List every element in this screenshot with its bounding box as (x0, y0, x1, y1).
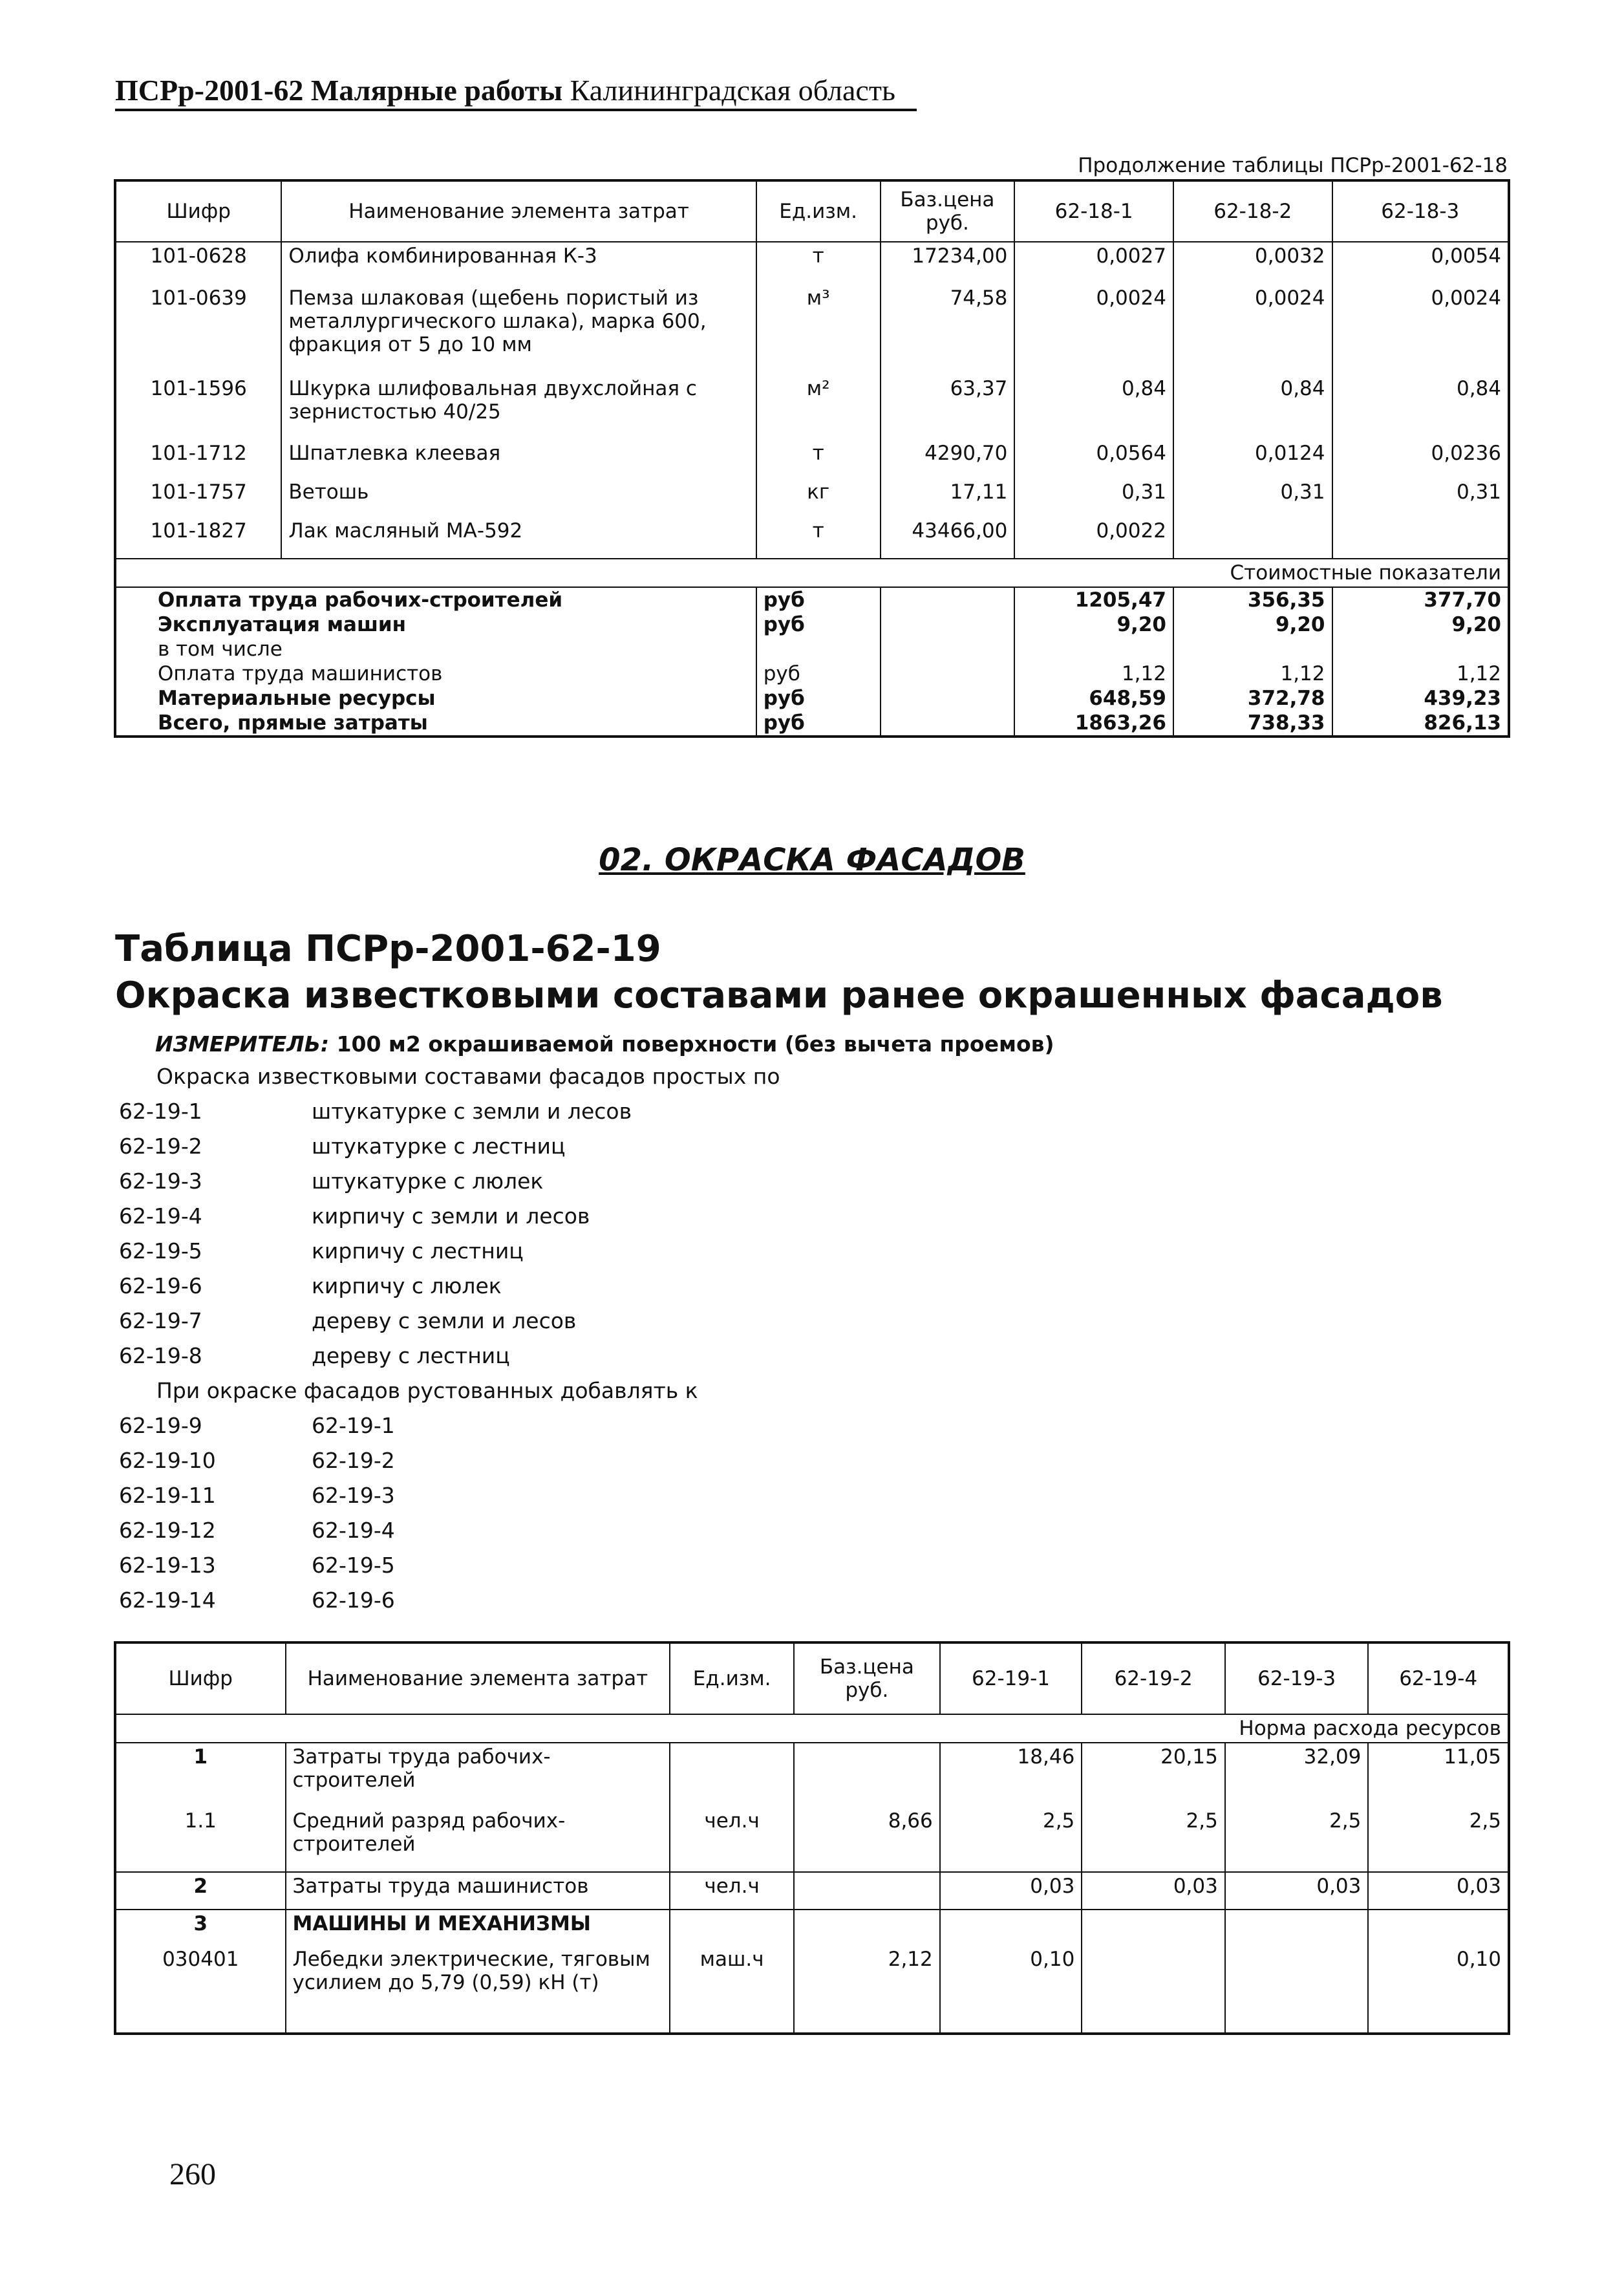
total-label: Оплата труда машинистов (115, 662, 756, 686)
total-label: Эксплуатация машин (115, 612, 756, 637)
total-value: 377,70 (1332, 587, 1509, 612)
code-cell: 3 (115, 1910, 286, 1946)
table-row (115, 1807, 1509, 1872)
value-cell: 0,0027 (1014, 242, 1173, 285)
table-title-number: Таблица ПСРр-2001-62-19 (115, 928, 661, 970)
value-cell: 0,31 (1014, 479, 1173, 517)
measure-label: ИЗМЕРИТЕЛЬ: (155, 1031, 330, 1057)
total-value: 1863,26 (1014, 711, 1173, 737)
total-unit (756, 637, 881, 662)
table-row (115, 479, 1509, 517)
list-item-text: кирпичу с земли и лесов (312, 1203, 590, 1229)
subheader-resource-norm: Норма расхода ресурсов (115, 1714, 1509, 1743)
list-item-code: 62-19-11 (119, 1483, 216, 1508)
name-cell: Затраты труда рабочих-строителей (286, 1743, 670, 1807)
value-cell: 20,15 (1082, 1743, 1225, 1807)
list-item-code: 62-19-5 (119, 1238, 202, 1264)
code-cell: 101-1712 (115, 440, 281, 479)
name-cell: Ветошь (281, 479, 756, 517)
total-value: 356,35 (1173, 587, 1332, 612)
value-cell (1082, 1910, 1225, 1946)
list-item-text: 62-19-4 (312, 1518, 395, 1543)
code-cell: 101-1827 (115, 517, 281, 559)
unit-cell: кг (756, 479, 881, 517)
list-item-code: 62-19-8 (119, 1343, 202, 1368)
total-value (1014, 637, 1173, 662)
table-row (115, 1872, 1509, 1910)
total-price (881, 612, 1015, 637)
continuation-note: Продолжение таблицы ПСРр-2001-62-18 (1078, 154, 1508, 177)
total-value: 9,20 (1173, 612, 1332, 637)
total-label: Оплата труда рабочих-строителей (115, 587, 756, 612)
name-cell: Пемза шлаковая (щебень пористый из металлургического шлака), марка 600, фракция от 5 до 10 мм (281, 285, 756, 375)
total-price (881, 686, 1015, 711)
table-row (115, 375, 1509, 440)
column-header: 62-19-2 (1082, 1642, 1225, 1714)
unit-cell: т (756, 242, 881, 285)
table-title (115, 926, 1443, 1019)
value-cell: 0,0032 (1173, 242, 1332, 285)
table-header-row (115, 180, 1509, 242)
value-cell: 2,5 (1225, 1807, 1369, 1872)
unit-cell: т (756, 517, 881, 559)
price-cell: 17,11 (881, 479, 1015, 517)
total-value: 648,59 (1014, 686, 1173, 711)
value-cell: 0,03 (940, 1872, 1082, 1910)
price-cell: 43466,00 (881, 517, 1015, 559)
unit-cell: чел.ч (670, 1872, 794, 1910)
value-cell: 0,0024 (1173, 285, 1332, 375)
value-cell (1082, 1946, 1225, 2034)
value-cell (1368, 1910, 1509, 1946)
total-value: 738,33 (1173, 711, 1332, 737)
subheader-row (115, 1714, 1509, 1743)
resource-table-62-19 (114, 1641, 1510, 2035)
name-cell: Олифа комбинированная К-3 (281, 242, 756, 285)
list-item-code: 62-19-2 (119, 1134, 202, 1159)
subheader-cost-indicators: Стоимостные показатели (115, 559, 1509, 587)
total-value: 826,13 (1332, 711, 1509, 737)
value-cell (1225, 1946, 1369, 2034)
list-item-code: 62-19-3 (119, 1168, 202, 1194)
code-cell: 2 (115, 1872, 286, 1910)
header-region: Калининградская область (570, 74, 895, 107)
list-item-code: 62-19-4 (119, 1203, 202, 1229)
value-cell: 0,84 (1014, 375, 1173, 440)
total-label: в том числе (115, 637, 756, 662)
total-price (881, 637, 1015, 662)
total-unit: руб (756, 662, 881, 686)
list-item-code: 62-19-1 (119, 1099, 202, 1124)
unit-cell: т (756, 440, 881, 479)
column-header: 62-18-3 (1332, 180, 1509, 242)
list-item-text: 62-19-6 (312, 1588, 395, 1613)
value-cell: 0,0024 (1014, 285, 1173, 375)
list-item-text: дереву с земли и лесов (312, 1308, 577, 1333)
table-row (115, 440, 1509, 479)
value-cell: 0,0564 (1014, 440, 1173, 479)
list-item-code: 62-19-14 (119, 1588, 216, 1613)
value-cell (940, 1910, 1082, 1946)
section-title: 02. ОКРАСКА ФАСАДОВ (599, 842, 1025, 878)
value-cell: 0,03 (1368, 1872, 1509, 1910)
value-cell: 2,5 (1082, 1807, 1225, 1872)
code-cell: 101-0628 (115, 242, 281, 285)
price-cell: 4290,70 (881, 440, 1015, 479)
column-header: 62-18-1 (1014, 180, 1173, 242)
price-cell (794, 1743, 940, 1807)
price-cell (794, 1910, 940, 1946)
list-item-text: 62-19-5 (312, 1553, 395, 1578)
name-cell: Средний разряд рабочих-строителей (286, 1807, 670, 1872)
code-cell: 1 (115, 1743, 286, 1807)
price-cell: 63,37 (881, 375, 1015, 440)
unit-cell: чел.ч (670, 1807, 794, 1872)
column-header: Баз.цена руб. (881, 180, 1015, 242)
column-header: 62-19-1 (940, 1642, 1082, 1714)
list-item-text: штукатурке с земли и лесов (312, 1099, 632, 1124)
code-cell: 101-1596 (115, 375, 281, 440)
total-value (1173, 637, 1332, 662)
total-unit: руб (756, 587, 881, 612)
column-header: Баз.цена руб. (794, 1642, 940, 1714)
value-cell: 0,03 (1082, 1872, 1225, 1910)
price-cell: 74,58 (881, 285, 1015, 375)
list-item-code: 62-19-6 (119, 1273, 202, 1298)
table-title-name: Окраска известковыми составами ранее окрашенных фасадов (115, 974, 1443, 1017)
name-cell: Шкурка шлифовальная двухслойная с зернистостью 40/25 (281, 375, 756, 440)
unit-cell: м³ (756, 285, 881, 375)
list-item-text: кирпичу с лестниц (312, 1238, 524, 1264)
list-item-text: 62-19-3 (312, 1483, 395, 1508)
unit-cell (670, 1910, 794, 1946)
column-header: Ед.изм. (756, 180, 881, 242)
subheader-row (115, 559, 1509, 587)
code-cell: 101-0639 (115, 285, 281, 375)
table-row (115, 1946, 1509, 2034)
list-item-code: 62-19-9 (119, 1413, 202, 1438)
table-row (115, 517, 1509, 559)
total-value (1332, 637, 1509, 662)
total-row (115, 612, 1509, 637)
value-cell: 0,03 (1225, 1872, 1369, 1910)
value-cell: 0,84 (1332, 375, 1509, 440)
column-header: 62-19-3 (1225, 1642, 1369, 1714)
list-item-text: 62-19-2 (312, 1448, 395, 1473)
code-cell: 1.1 (115, 1807, 286, 1872)
total-unit: руб (756, 686, 881, 711)
value-cell: 0,0054 (1332, 242, 1509, 285)
intro-text: Окраска известковыми составами фасадов простых по (156, 1064, 780, 1089)
value-cell: 0,0024 (1332, 285, 1509, 375)
header-code: ПСРр-2001-62 Малярные работы (115, 74, 563, 107)
measure-unit (155, 1031, 1054, 1057)
list-item-code: 62-19-13 (119, 1553, 216, 1578)
column-header: Наименование элемента затрат (281, 180, 756, 242)
value-cell (1173, 517, 1332, 559)
total-value: 1205,47 (1014, 587, 1173, 612)
resource-table-62-18 (114, 179, 1510, 738)
value-cell: 0,0124 (1173, 440, 1332, 479)
total-price (881, 587, 1015, 612)
name-cell: Лак масляный МА-592 (281, 517, 756, 559)
column-header: Ед.изм. (670, 1642, 794, 1714)
table-row (115, 242, 1509, 285)
name-cell: Затраты труда машинистов (286, 1872, 670, 1910)
column-header: Наименование элемента затрат (286, 1642, 670, 1714)
column-header: Шифр (115, 180, 281, 242)
price-cell: 17234,00 (881, 242, 1015, 285)
total-unit: руб (756, 612, 881, 637)
value-cell: 0,0022 (1014, 517, 1173, 559)
value-cell (1332, 517, 1509, 559)
total-row (115, 637, 1509, 662)
value-cell: 32,09 (1225, 1743, 1369, 1807)
value-cell: 0,10 (1368, 1946, 1509, 2034)
page-number: 260 (169, 2157, 216, 2191)
total-value: 372,78 (1173, 686, 1332, 711)
value-cell: 2,5 (1368, 1807, 1509, 1872)
unit-cell: м² (756, 375, 881, 440)
code-cell: 101-1757 (115, 479, 281, 517)
total-value: 1,12 (1332, 662, 1509, 686)
value-cell: 0,31 (1332, 479, 1509, 517)
column-header: 62-18-2 (1173, 180, 1332, 242)
running-header (115, 72, 917, 111)
total-value: 1,12 (1014, 662, 1173, 686)
total-value: 9,20 (1332, 612, 1509, 637)
list-item-code: 62-19-12 (119, 1518, 216, 1543)
price-cell (794, 1872, 940, 1910)
value-cell: 0,0236 (1332, 440, 1509, 479)
code-cell: 030401 (115, 1946, 286, 2034)
total-label: Всего, прямые затраты (115, 711, 756, 737)
value-cell: 0,31 (1173, 479, 1332, 517)
table-header-row (115, 1642, 1509, 1714)
total-unit: руб (756, 711, 881, 737)
total-price (881, 711, 1015, 737)
list-item-text: 62-19-1 (312, 1413, 395, 1438)
name-cell: МАШИНЫ И МЕХАНИЗМЫ (286, 1910, 670, 1946)
measure-text: 100 м2 окрашиваемой поверхности (без вычета проемов) (336, 1031, 1054, 1057)
unit-cell (670, 1743, 794, 1807)
intro-text: При окраске фасадов рустованных добавлять к (156, 1378, 698, 1403)
total-value: 9,20 (1014, 612, 1173, 637)
column-header: Шифр (115, 1642, 286, 1714)
list-item-text: дереву с лестниц (312, 1343, 510, 1368)
table-row (115, 1910, 1509, 1946)
value-cell: 18,46 (940, 1743, 1082, 1807)
total-row (115, 587, 1509, 612)
total-row (115, 662, 1509, 686)
name-cell: Шпатлевка клеевая (281, 440, 756, 479)
total-row (115, 686, 1509, 711)
total-label: Материальные ресурсы (115, 686, 756, 711)
price-cell: 2,12 (794, 1946, 940, 2034)
list-item-code: 62-19-10 (119, 1448, 216, 1473)
value-cell: 2,5 (940, 1807, 1082, 1872)
list-item-text: кирпичу с люлек (312, 1273, 502, 1298)
total-row (115, 711, 1509, 737)
table-row (115, 1743, 1509, 1807)
value-cell (1225, 1910, 1369, 1946)
total-value: 1,12 (1173, 662, 1332, 686)
value-cell: 0,84 (1173, 375, 1332, 440)
value-cell: 11,05 (1368, 1743, 1509, 1807)
unit-cell: маш.ч (670, 1946, 794, 2034)
list-item-code: 62-19-7 (119, 1308, 202, 1333)
total-price (881, 662, 1015, 686)
price-cell: 8,66 (794, 1807, 940, 1872)
list-item-text: штукатурке с лестниц (312, 1134, 566, 1159)
name-cell: Лебедки электрические, тяговым усилием до 5,79 (0,59) кН (т) (286, 1946, 670, 2034)
list-item-text: штукатурке с люлек (312, 1168, 544, 1194)
table-row (115, 285, 1509, 375)
total-value: 439,23 (1332, 686, 1509, 711)
column-header: 62-19-4 (1368, 1642, 1509, 1714)
value-cell: 0,10 (940, 1946, 1082, 2034)
